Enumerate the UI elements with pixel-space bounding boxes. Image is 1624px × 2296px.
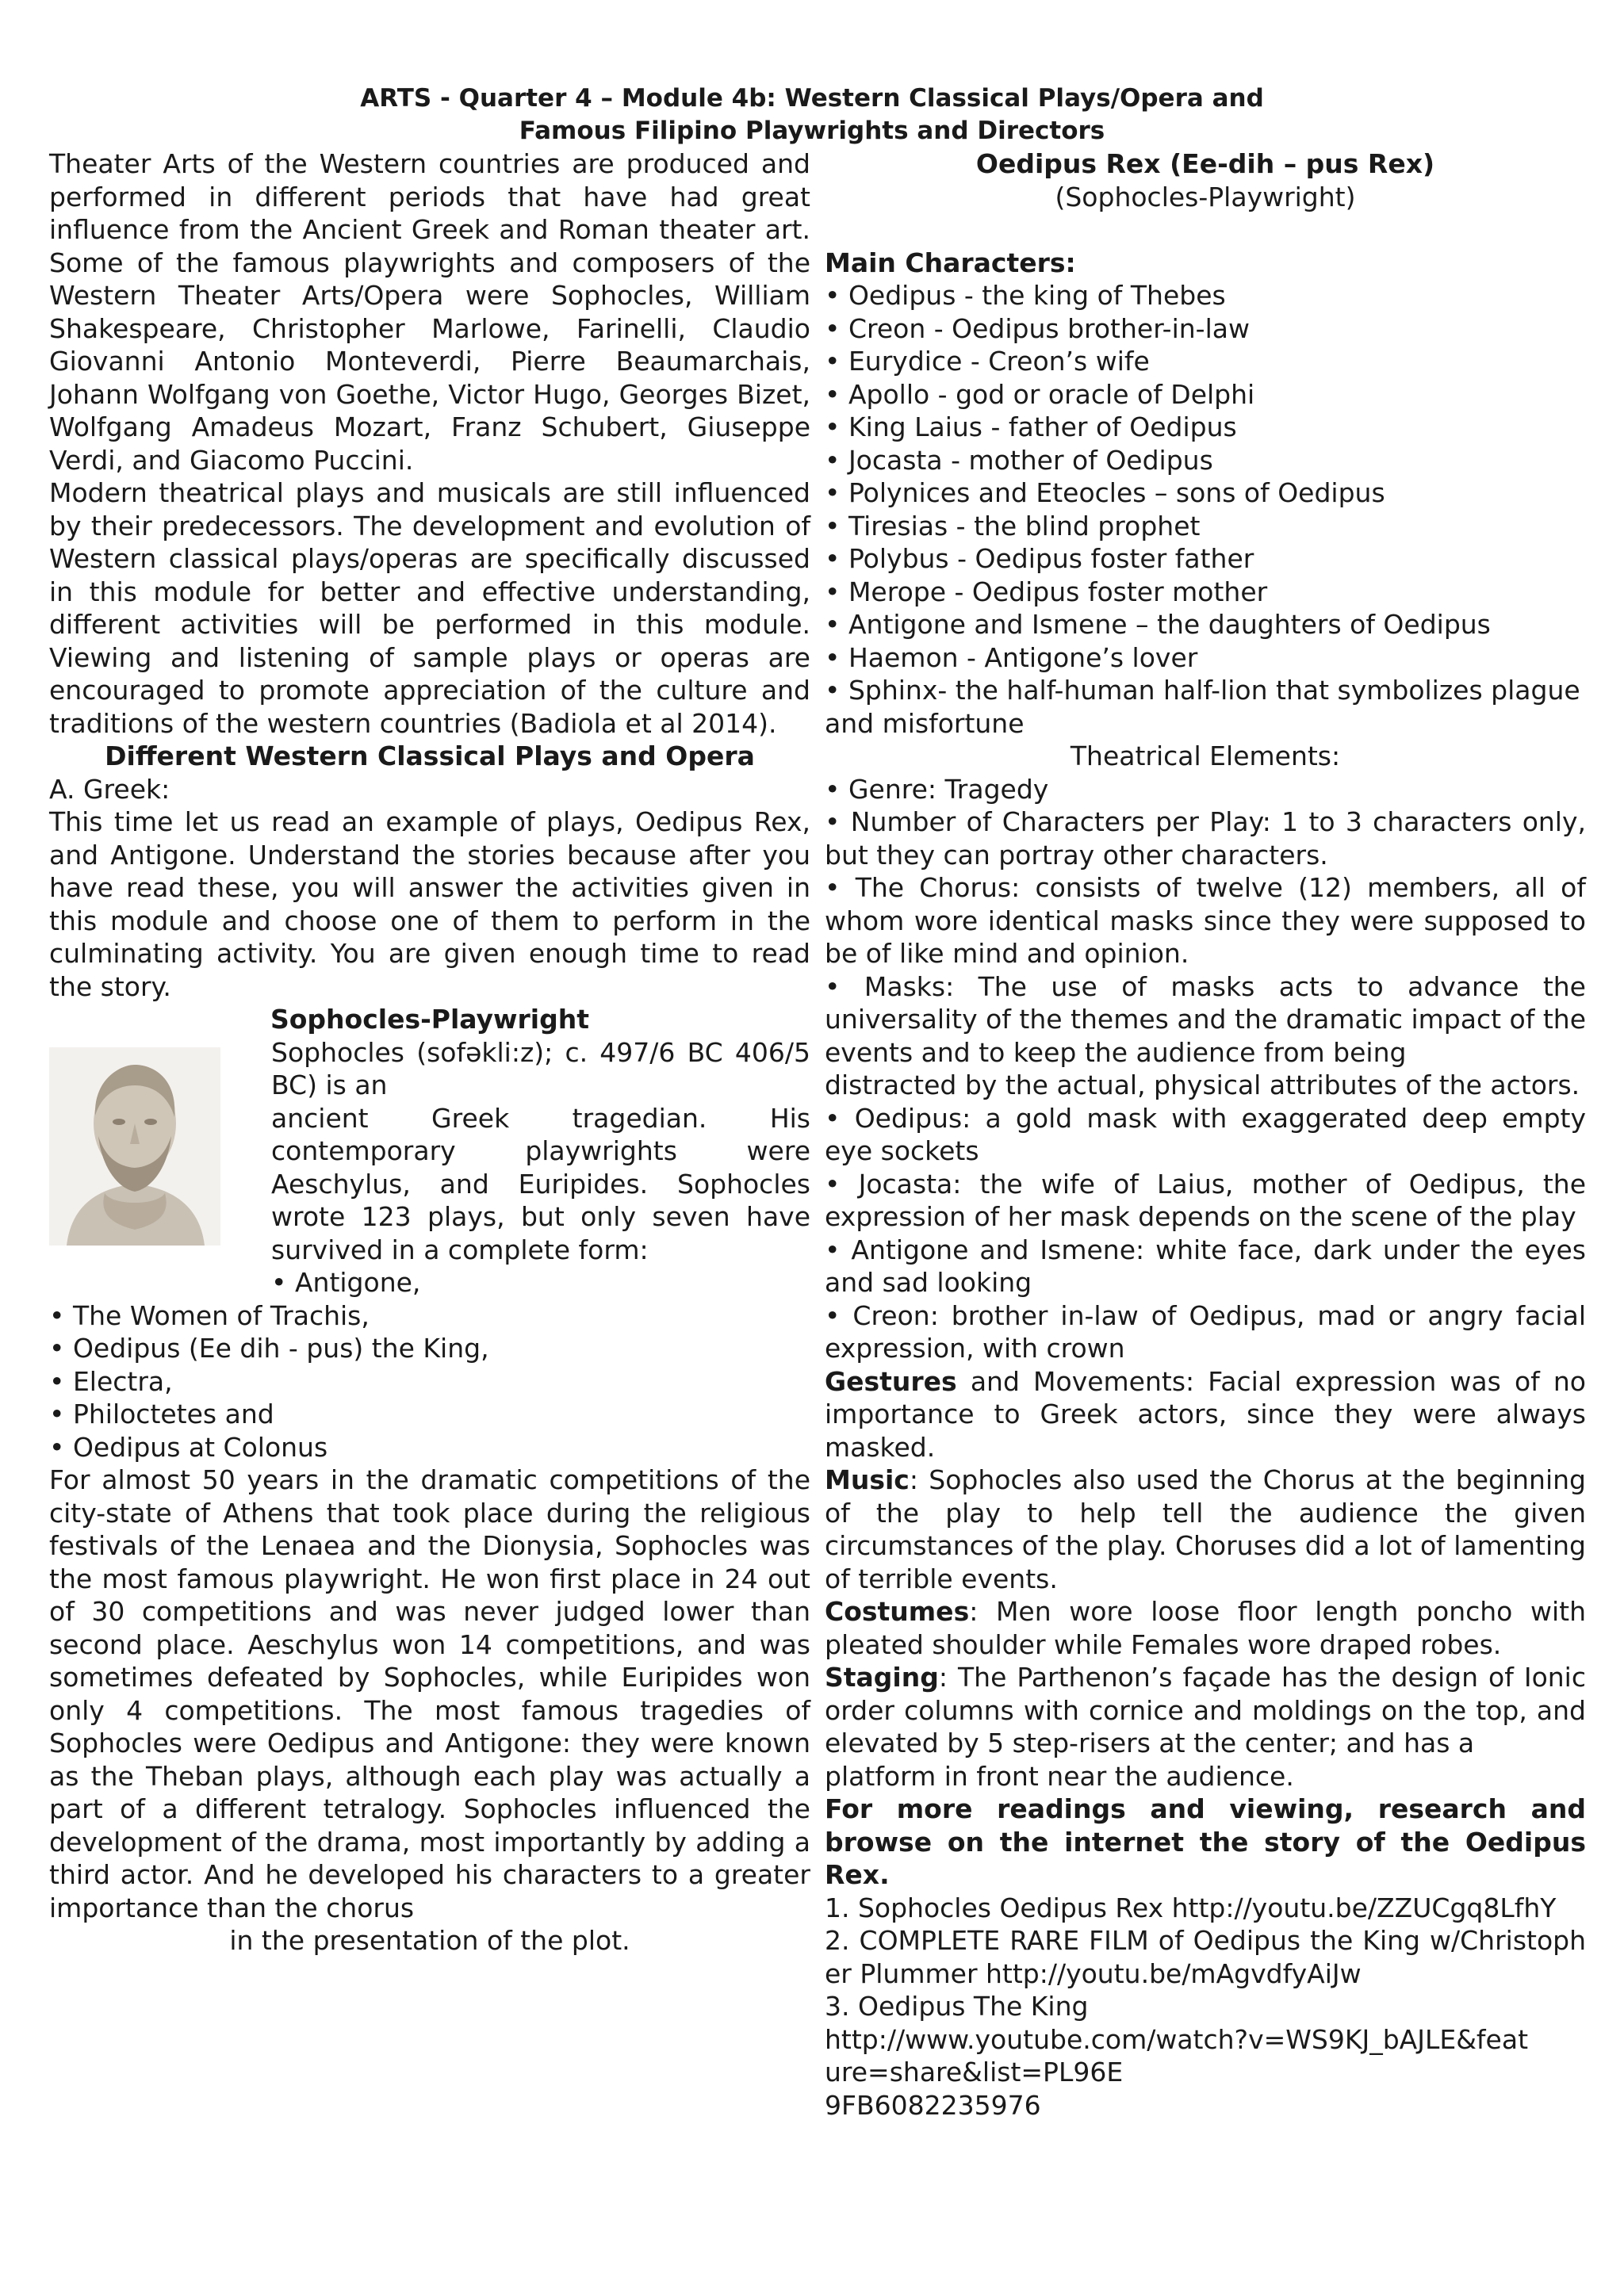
- costumes-paragraph: [825, 1595, 1586, 1661]
- left-column: [49, 147, 810, 1957]
- greek-paragraph: This time let us read an example of plays, Oedipus Rex, and Antigone. Understand the stories because after you have read these, you will answer the activities given in this module and choose one of them to perform in the culminating activity. You are given enough time to read the story.: [49, 806, 810, 1002]
- music-paragraph: [825, 1464, 1586, 1595]
- gestures-paragraph: [825, 1365, 1586, 1464]
- more-readings: For more readings and viewing, research and browse on the internet the story of the Oedipus Rex.: [825, 1793, 1586, 1890]
- costumes-text: : Men wore loose floor length poncho with pleated shoulder while Females wore draped robes.: [825, 1596, 1586, 1660]
- element-item: • Number of Characters per Play: 1 to 3 characters only, but they can portray other characters.: [825, 806, 1586, 871]
- gestures-label: Gestures: [825, 1365, 957, 1397]
- link-item[interactable]: http://www.youtube.com/watch?v=WS9KJ_bAJLE&feat: [825, 2023, 1529, 2055]
- character-item: • Haemon - Antigone’s lover: [825, 641, 1198, 673]
- character-item: • Creon - Oedipus brother-in-law: [825, 312, 1250, 344]
- element-item: • Masks: The use of masks acts to advance the universality of the themes and the dramatic impact of the events and to keep the audience from being: [825, 970, 1586, 1068]
- link-item[interactable]: 1. Sophocles Oedipus Rex http://youtu.be/ZZUCgq8LfhY: [825, 1892, 1557, 1923]
- link-item[interactable]: 9FB6082235976: [825, 2089, 1041, 2121]
- intro-paragraph: Theater Arts of the Western countries are produced and performed in different periods that have had great influence from the Ancient Greek and Roman theater art. Some of the famous playwrights and composers of the Western Theater Arts/Opera were Sophocles, William Shakespeare, Christopher Marlowe, Farinelli, Claudio Giovanni Antonio Monteverdi, Pierre Beaumarchais, Johann Wolfgang von Goethe, Victor Hugo, Georges Bizet, Wolfgang Amadeus Mozart, Franz Schubert, Giuseppe Verdi, and Giacomo Puccini.: [49, 148, 810, 476]
- play-item: • Philoctetes and: [49, 1399, 274, 1429]
- staging-end: platform in front near the audience.: [825, 1760, 1294, 1792]
- music-text: : Sophocles also used the Chorus at the beginning of the play to help tell the audience the given circumstances of the play. Choruses did a lot of lamenting of terrible events.: [825, 1464, 1586, 1594]
- module-title-line-2: Famous Filipino Playwrights and Directors: [519, 117, 1105, 145]
- element-item: distracted by the actual, physical attributes of the actors.: [825, 1070, 1580, 1100]
- bio-line-2: ancient Greek tragedian. His contemporary playwrights were Aeschylus, and Euripides. Sophocles wrote 123 plays, but only seven have survived in a complete form:: [271, 1102, 810, 1265]
- link-item[interactable]: 3. Oedipus The King: [825, 1991, 1089, 2022]
- character-item: • Jocasta - mother of Oedipus: [825, 444, 1213, 476]
- module-title: [0, 82, 1624, 147]
- play-item: • The Women of Trachis,: [49, 1299, 370, 1331]
- character-item: • Apollo - god or oracle of Delphi: [825, 378, 1255, 410]
- sophocles-bust-image: [49, 1047, 220, 1246]
- character-item: • Eurydice - Creon’s wife: [825, 346, 1150, 377]
- characters-heading: Main Characters:: [825, 247, 1076, 278]
- oedipus-subheading: (Sophocles-Playwright): [1055, 181, 1356, 212]
- costumes-label: Costumes: [825, 1596, 970, 1627]
- play-item: • Oedipus at Colonus: [49, 1431, 328, 1463]
- element-item: • Creon: brother in-law of Oedipus, mad or angry facial expression, with crown: [825, 1299, 1586, 1364]
- elements-heading: Theatrical Elements:: [1070, 740, 1341, 771]
- staging-paragraph: [825, 1661, 1586, 1760]
- element-item: • The Chorus: consists of twelve (12) members, all of whom wore identical masks since they were supposed to be of like mind and opinion.: [825, 872, 1586, 969]
- character-item: • Polybus - Oedipus foster father: [825, 543, 1254, 574]
- element-item: • Genre: Tragedy: [825, 773, 1049, 805]
- spacer: [825, 213, 1586, 247]
- link-item[interactable]: 2. COMPLETE RARE FILM of Oedipus the King w/Christopher Plummer http://youtu.be/mAgvdfyAiJw: [825, 1925, 1586, 1989]
- history-paragraph: For almost 50 years in the dramatic competitions of the city-state of Athens that took place during the religious festivals of the Lenaea and the Dionysia, Sophocles was the most famous playwright. He won first place in 24 out of 30 competitions and was never judged lower than second place. Aeschylus won 14 competitions, and was sometimes defeated by Sophocles, while Euripides won only 4 competitions. The most famous tragedies of Sophocles were Oedipus and Antigone: they were known as the Theban plays, although each play was actually a part of a different tetralogy. Sophocles influenced the development of the drama, most importantly by adding a third actor. And he developed his characters to a greater importance than the chorus: [49, 1464, 810, 1923]
- section-heading: Different Western Classical Plays and Opera: [105, 740, 755, 771]
- right-column: [825, 147, 1586, 2122]
- bio-line-1: Sophocles (sofəkli:z); c. 497/6 BC 406/5 BC) is an: [271, 1036, 810, 1100]
- play-item: • Antigone,: [271, 1267, 421, 1298]
- element-item: • Jocasta: the wife of Laius, mother of Oedipus, the expression of her mask depends on the scene of the play: [825, 1168, 1586, 1232]
- modern-paragraph: Modern theatrical plays and musicals are still influenced by their predecessors. The development and evolution of Western classical plays/operas are specifically discussed in this module for better and effective understanding, different activities will be performed in this module. Viewing and listening of sample plays or operas are encouraged to promote appreciation of the culture and traditions of the western countries (Badiola et al 2014).: [49, 477, 810, 739]
- staging-text: : The Parthenon’s façade has the design of Ionic order columns with cornice and moldings on the top, and elevated by 5 step-risers at the center; and has a: [825, 1662, 1586, 1758]
- link-item[interactable]: ure=share&list=PL96E: [825, 2057, 1124, 2087]
- character-item: • Antigone and Ismene – the daughters of Oedipus: [825, 609, 1491, 640]
- element-item: • Antigone and Ismene: white face, dark under the eyes and sad looking: [825, 1234, 1586, 1298]
- staging-label: Staging: [825, 1662, 939, 1693]
- character-item: • King Laius - father of Oedipus: [825, 411, 1237, 442]
- character-item: • Tiresias - the blind prophet: [825, 510, 1201, 541]
- character-item: • Polynices and Eteocles – sons of Oedipus: [825, 477, 1385, 508]
- link-list: [825, 1892, 1586, 2122]
- play-item: • Oedipus (Ee dih - pus) the King,: [49, 1333, 489, 1364]
- module-title-line-1: ARTS - Quarter 4 – Module 4b: Western Classical Plays/Opera and: [360, 84, 1264, 113]
- music-label: Music: [825, 1464, 910, 1495]
- history-end: in the presentation of the plot.: [229, 1925, 630, 1956]
- character-item: • Merope - Oedipus foster mother: [825, 576, 1268, 607]
- play-item: • Electra,: [49, 1365, 173, 1397]
- gestures-text: and Movements: Facial expression was of no importance to Greek actors, since they were always masked.: [825, 1365, 1586, 1463]
- character-item: • Oedipus - the king of Thebes: [825, 280, 1226, 311]
- element-item: • Oedipus: a gold mask with exaggerated deep empty eye sockets: [825, 1102, 1586, 1166]
- greek-label: A. Greek:: [49, 773, 170, 805]
- oedipus-heading: Oedipus Rex (Ee-dih – pus Rex): [975, 148, 1435, 179]
- bio-text: [271, 1036, 810, 1299]
- sophocles-bio: [49, 1036, 810, 1299]
- bio-heading: Sophocles-Playwright: [270, 1004, 590, 1035]
- character-item: • Sphinx- the half-human half-lion that symbolizes plague and misfortune: [825, 675, 1580, 739]
